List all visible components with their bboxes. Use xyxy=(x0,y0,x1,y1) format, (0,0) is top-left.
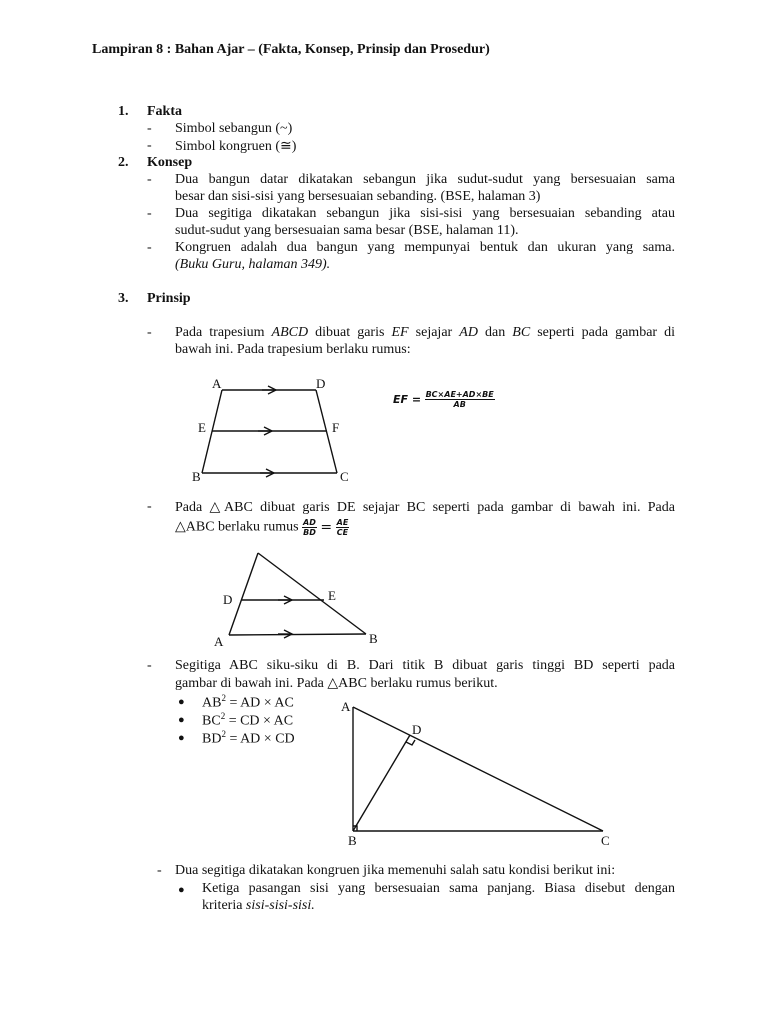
right-triangle-text-line1: Segitiga ABC siku-siku di B. Dari titik B dibuat garis tinggi BD seperti pada xyxy=(175,658,675,673)
vertex-label-a: A xyxy=(214,634,224,649)
konsep-item2-line2: sudut-sudut yang bersesuaian sama besar (BSE, halaman 11). xyxy=(175,223,519,238)
vertex-label-a: A xyxy=(341,699,351,714)
vertex-label-c: C xyxy=(340,469,349,484)
point-label-d: D xyxy=(223,592,233,607)
konsep-item3-line2: (Buku Guru, halaman 349). xyxy=(175,257,331,272)
konsep-item3-line1: Kongruen adalah dua bangun yang mempunyai bentuk dan ukuran yang sama. xyxy=(175,240,675,255)
bullet-icon: ● xyxy=(178,714,185,726)
trapezium-text-line2: bawah ini. Pada trapesium berlaku rumus: xyxy=(175,342,411,357)
page-title: Lampiran 8 : Bahan Ajar – (Fakta, Konsep, Prinsip dan Prosedur) xyxy=(92,42,490,57)
dash: - xyxy=(147,658,152,673)
bullet-icon: ● xyxy=(178,696,185,708)
point-label-e: E xyxy=(328,588,336,603)
section-heading-prinsip: Prinsip xyxy=(147,291,191,306)
dash: - xyxy=(147,206,152,221)
point-label-e: E xyxy=(198,420,206,435)
vertex-label-d: D xyxy=(316,376,326,391)
formula-fraction: $\frac{AE}{CE}$ xyxy=(336,518,349,537)
point-label-d: D xyxy=(412,722,422,737)
right-triangle-text-line2: gambar di bawah ini. Pada △ABC berlaku rumus berikut. xyxy=(175,676,498,691)
vertex-label-b: B xyxy=(348,833,357,848)
konsep-item1-line2: besar dan sisi-sisi yang bersesuaian sebanding. (BSE, halaman 3) xyxy=(175,189,541,204)
vertex-label-c: C xyxy=(601,833,610,848)
vertex-label-b: B xyxy=(369,631,378,646)
kongruen-criteria-line2: kriteria sisi-sisi-sisi. xyxy=(202,898,315,913)
bullet-icon: ● xyxy=(178,732,185,744)
fakta-item-congruent: Simbol kongruen (≅) xyxy=(175,139,297,154)
point-label-f: F xyxy=(332,420,340,435)
right-triangle-altitude-bd xyxy=(353,735,410,831)
triangle-de-text-line2: △ABC berlaku rumus $\frac{AD}{BD}$ = $\frac{AE}{CE}$ xyxy=(175,518,349,537)
formula-ab-squared: $AB^2$ = AD × AC xyxy=(202,693,294,711)
dash: - xyxy=(147,325,152,340)
section-number-fakta: 1. xyxy=(118,104,129,119)
trapezium-text-line1: Pada trapesium ABCD dibuat garis EF sejajar AD dan BC seperti pada gambar di xyxy=(175,325,676,340)
kongruen-criteria-line1: Ketiga pasangan sisi yang bersesuaian sama panjang. Biasa disebut dengan xyxy=(202,881,675,896)
formula-bc-squared: $BC^2$ = CD × AC xyxy=(202,711,294,729)
triangle-de-text-line1: Pada △ABC dibuat garis DE sejajar BC seperti pada gambar di bawah ini. Pada xyxy=(175,500,675,515)
vertex-label-a: A xyxy=(212,376,222,391)
konsep-item2-line1: Dua segitiga dikatakan sebangun jika sisi-sisi yang bersesuaian sebanding atau xyxy=(175,206,675,221)
dash: - xyxy=(157,863,162,878)
bullet-icon: ● xyxy=(178,884,185,896)
dash: - xyxy=(147,499,152,514)
section-number-prinsip: 3. xyxy=(118,291,129,306)
dash: - xyxy=(147,240,152,255)
dash: - xyxy=(147,172,152,187)
formula-bd-squared: $BD^2$ = AD × CD xyxy=(202,729,295,747)
formula-fraction: $\frac{BC\times AE+AD\times BE}{AB}$ xyxy=(425,390,494,409)
kongruen-intro: Dua segitiga dikatakan kongruen jika memenuhi salah satu kondisi berikut ini: xyxy=(175,863,616,878)
section-number-konsep: 2. xyxy=(118,155,129,170)
konsep-item1-line1: Dua bangun datar dikatakan sebangun jika sudut-sudut yang bersesuaian sama xyxy=(175,172,675,187)
fakta-item-similar: Simbol sebangun (~) xyxy=(175,121,293,136)
formula-fraction: $\frac{AD}{BD}$ xyxy=(303,518,316,537)
section-heading-fakta: Fakta xyxy=(147,104,182,119)
vertex-label-b: B xyxy=(192,469,201,484)
section-heading-konsep: Konsep xyxy=(147,155,193,170)
dash: - xyxy=(147,121,152,136)
trapezium-formula: EF = $\frac{BC\times AE+AD\times BE}{AB}$ xyxy=(393,390,494,409)
dash: - xyxy=(147,138,152,153)
